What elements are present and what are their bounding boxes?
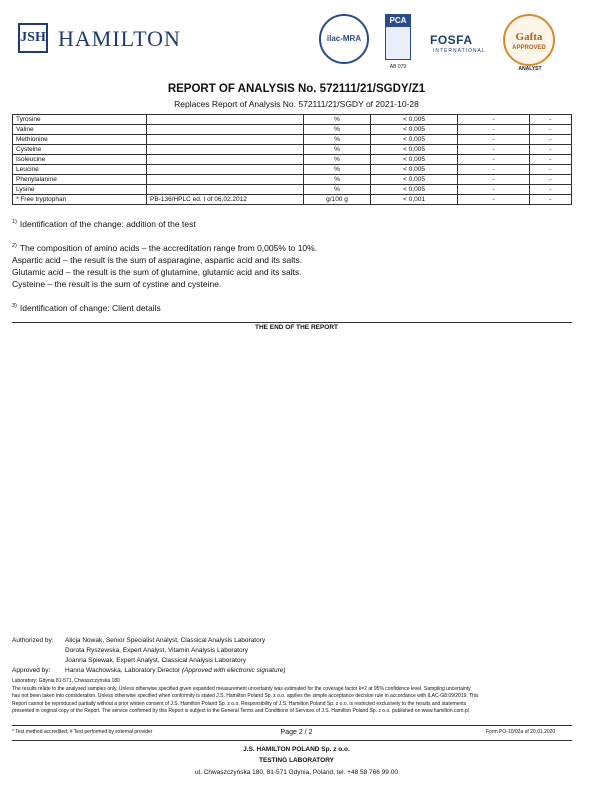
table-cell-value: < 0,005 — [371, 185, 458, 195]
table-cell-value: < 0,005 — [371, 115, 458, 125]
ilac-mra-label: ilac-MRA — [326, 34, 362, 43]
table-row — [13, 125, 572, 135]
pca-code: AB 079 — [389, 64, 407, 70]
table-cell-method — [147, 165, 304, 175]
table-cell-name: Phenylalanine — [13, 175, 147, 185]
lab-address-line: Laboratory: Gdynia 81-571, Chwaszczyńska 180 — [12, 678, 120, 684]
table-cell-a: - — [458, 125, 530, 135]
table-cell-b: - — [530, 165, 572, 175]
table-row — [13, 155, 572, 165]
footer-divider-top — [12, 725, 572, 726]
table-cell-name: Valine — [13, 125, 147, 135]
table-cell-method — [147, 175, 304, 185]
fine-print-line-3: Report cannot be reproduced partially without a prior written consent of J.S. Hamilton Poland Sp. z o.o. Responsibility of J.S. Hamilton Poland Sp. z o.o. is restricted exclusively to the results and statements — [12, 700, 467, 707]
fine-print-line-1: The results relate to the analysed samples only. Unless otherwise specified given expanded measurement uncertainty was estimated for the coverage factor k=2 at 95% confidence level. Sampling uncertainty — [12, 685, 471, 692]
end-of-report: THE END OF THE REPORT — [254, 324, 339, 331]
gafta-approved-seal — [503, 14, 555, 66]
table-cell-b: - — [530, 115, 572, 125]
table-cell-unit: % — [304, 145, 371, 155]
note-2-line-2: Aspartic acid – the result is the sum of asparagine, aspartic acid and its salts. — [12, 254, 303, 265]
table-cell-unit: % — [304, 115, 371, 125]
table-cell-name: Cysteine — [13, 145, 147, 155]
footer-lab-name: TESTING LABORATORY — [259, 757, 334, 764]
table-cell-name: Tyrosine — [13, 115, 147, 125]
table-cell-a: - — [458, 155, 530, 165]
table-cell-a: - — [458, 115, 530, 125]
table-cell-method — [147, 115, 304, 125]
table-cell-a: - — [458, 175, 530, 185]
form-code: Form PO-10/02a of 20.01.2020 — [486, 729, 556, 735]
table-cell-method — [147, 125, 304, 135]
table-cell-name: Lysine — [13, 185, 147, 195]
footer-divider-bottom — [12, 740, 572, 741]
table-cell-unit: % — [304, 175, 371, 185]
approved-person: Hanna Wachowska, Laboratory Director — [65, 667, 181, 674]
table-cell-method — [147, 155, 304, 165]
table-cell-value: < 0,005 — [371, 175, 458, 185]
table-row — [13, 195, 572, 205]
approved-label: Approved by: — [12, 667, 51, 674]
table-cell-method — [147, 145, 304, 155]
pca-accreditation-logo — [385, 14, 411, 60]
table-cell-a: - — [458, 185, 530, 195]
fine-print-line-2: has not been taken into consideration. Unless otherwise specified when conformity is stated J.S. Hamilton Poland Sp. z o.o. applies the simple acceptance decision rule in accordance with ILAC-G8:09/2019. This — [12, 693, 479, 699]
note-2-line-4: Cysteine – the result is the sum of cystine and cysteine. — [12, 278, 222, 289]
fosfa-subtitle: INTERNATIONAL — [433, 48, 486, 54]
table-row — [13, 135, 572, 145]
table-cell-method — [147, 185, 304, 195]
note-1 — [12, 216, 196, 230]
note-3 — [12, 300, 161, 314]
results-table-body — [13, 115, 572, 205]
company-logo-mark: JSH — [18, 23, 48, 53]
authorized-label: Authorized by: — [12, 637, 54, 644]
table-cell-unit: % — [304, 125, 371, 135]
ilac-mra-logo — [319, 14, 369, 64]
footer-company: J.S. HAMILTON POLAND Sp. z o.o. — [243, 746, 350, 753]
table-cell-value: < 0,005 — [371, 145, 458, 155]
table-cell-b: - — [530, 185, 572, 195]
table-row — [13, 185, 572, 195]
table-cell-value: < 0,005 — [371, 165, 458, 175]
table-cell-unit: % — [304, 155, 371, 165]
table-cell-b: - — [530, 195, 572, 205]
table-cell-unit: % — [304, 165, 371, 175]
note-2 — [12, 240, 317, 290]
signatures-block — [12, 636, 286, 676]
table-cell-a: - — [458, 165, 530, 175]
gafta-label: Gafta — [515, 31, 543, 43]
table-row — [13, 115, 572, 125]
note-2-mark: 2) — [12, 243, 17, 249]
table-cell-a: - — [458, 135, 530, 145]
results-table — [12, 114, 572, 205]
table-cell-name: Methionine — [13, 135, 147, 145]
gafta-caption: ANALYST — [518, 66, 542, 72]
table-cell-b: - — [530, 145, 572, 155]
fine-print — [12, 678, 577, 716]
table-row — [13, 175, 572, 185]
authorized-person-1: Alicja Nowak, Senior Specialist Analyst, Classical Analysis Laboratory — [65, 637, 266, 644]
fine-print-line-4: presented in original copy of the Report. The service confirmed by this Report is subject to the General Terms and Conditions of Services of J.S. Hamilton Poland Sp. z o.o. published on www.hamilton.com.pl — [12, 708, 469, 714]
table-cell-b: - — [530, 155, 572, 165]
footer-address: ul. Chwaszczyńska 180, 81-571 Gdynia, Poland, tel. +48 58 766 99 00 — [195, 769, 398, 776]
footer-legend: * Test method accredited; # Test performed by external provider — [12, 729, 153, 735]
table-cell-b: - — [530, 175, 572, 185]
page-number: Page 2 / 2 — [280, 729, 313, 736]
table-row — [13, 145, 572, 155]
note-2-line-3: Glutamic acid – the result is the sum of glutamine, glutamic acid and its salts. — [12, 266, 302, 277]
table-cell-unit: g/100 g — [304, 195, 371, 205]
table-cell-name: Leucine — [13, 165, 147, 175]
table-cell-method: PB-136/HPLC ed. I of 06.02.2012 — [147, 195, 304, 205]
table-cell-value: < 0,005 — [371, 135, 458, 145]
note-3-text: Identification of change: Client details — [19, 302, 161, 313]
approved-note: (Approved with electronic signature) — [181, 667, 286, 674]
table-cell-a: - — [458, 195, 530, 205]
fosfa-logo: FOSFA — [430, 33, 473, 47]
table-cell-name: * Free tryptophan — [13, 195, 147, 205]
pca-label: PCA — [386, 15, 410, 27]
end-divider — [12, 322, 572, 323]
note-3-mark: 3) — [12, 303, 17, 309]
table-cell-b: - — [530, 135, 572, 145]
table-cell-value: < 0,001 — [371, 195, 458, 205]
gafta-approved-label: APPROVED — [512, 45, 546, 51]
company-logo-name: HAMILTON — [58, 26, 181, 51]
report-subtitle: Replaces Report of Analysis No. 572111/21/SGDY of 2021-10-28 — [174, 99, 419, 109]
report-title: REPORT OF ANALYSIS No. 572111/21/SGDY/Z1 — [167, 83, 426, 95]
table-cell-method — [147, 135, 304, 145]
table-cell-a: - — [458, 145, 530, 155]
table-cell-unit: % — [304, 185, 371, 195]
table-cell-value: < 0,005 — [371, 155, 458, 165]
note-1-mark: 1) — [12, 219, 17, 225]
table-cell-unit: % — [304, 135, 371, 145]
authorized-person-2: Dorota Ryszewska, Expert Analyst, Vitamin Analysis Laboratory — [65, 647, 249, 654]
table-row — [13, 165, 572, 175]
authorized-person-3: Joanna Spiewak, Expert Analyst, Classical Analysis Laboratory — [65, 657, 247, 664]
table-cell-name: Isoleucine — [13, 155, 147, 165]
table-cell-value: < 0,005 — [371, 125, 458, 135]
note-2-line-1: The composition of amino acids – the accreditation range from 0,005% to 10%. — [19, 242, 318, 253]
table-cell-b: - — [530, 125, 572, 135]
note-1-text: Identification of the change: addition of the test — [19, 218, 196, 229]
